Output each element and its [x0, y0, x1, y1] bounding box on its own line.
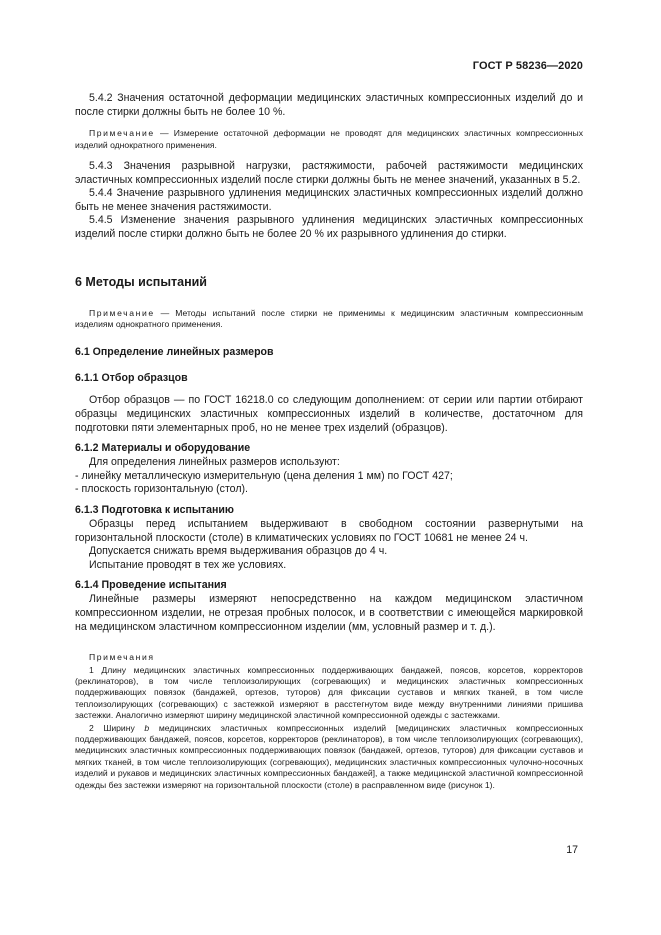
note-section-6 [75, 308, 583, 331]
para-6-1-3b: Допускается снижать время выдерживания образцов до 4 ч. [89, 545, 388, 558]
note-label: Примечание [89, 307, 155, 318]
note-text: — Измерение остаточной деформации не проводят для медицинских эластичных компрессионных изделий однократного применения. [75, 128, 583, 150]
notes-heading [75, 652, 583, 663]
note-5-4-2 [75, 128, 583, 151]
note-2-rest: медицинских эластичных компрессионных изделий [медицинских эластичных компрессионных поддерживающих бандажей, поясов, корсетов, корректоров (реклинаторов), в том числе теплоизолирующих (согревающих), медицинских эластичных компрессионных поддерживающих повязок (бандажей, ортезов, туторов) для фиксации суставов и мягких тканей, в том числе теплоизолирующих (согревающих), медицинских эластичных компрессионных чулочно-носочных изделий и рукавов и медицинских эластичных компрессионных бандажей], а также медицинской эластичной компрессионной одежды без застежки измеряют на горизонтальной плоскости (столе) в расправленном виде (рисунок 1). [75, 722, 583, 790]
para-6-1-1: Отбор образцов — по ГОСТ 16218.0 со следующим дополнением: от серии или партии отбирают образцы медицинских эластичных компрессионных изделий в количестве, достаточном для подготовки пяти элементарных проб, но не менее трех изделий (образцов). [75, 394, 583, 434]
note-text: — Методы испытаний после стирки не применимы к медицинским эластичным компрессионным изделиям однократного применения. [75, 307, 583, 329]
section-title-6: 6 Методы испытаний [75, 274, 207, 289]
para-6-1-4: Линейные размеры измеряют непосредственно на каждом медицинском эластичном компрессионном изделии, не отрезая пробных полосок, и в соответствии с имеющейся маркировкой на медицинском эластичном компрессионном изделии (мм, условный размер и т. д.). [75, 593, 583, 633]
heading-6-1-2: 6.1.2 Материалы и оборудование [75, 442, 251, 455]
note-label: Примечание [89, 128, 155, 139]
document-code: ГОСТ Р 58236—2020 [472, 60, 583, 72]
heading-6-1-4: 6.1.4 Проведение испытания [75, 579, 227, 592]
note-item-2 [75, 723, 583, 791]
note-2-start: 2 Ширину [89, 722, 145, 733]
page-number: 17 [566, 844, 578, 856]
heading-6-1: 6.1 Определение линейных размеров [75, 346, 274, 359]
para-6-1-2: Для определения линейных размеров используют: [89, 456, 340, 469]
para-5-4-3: 5.4.3 Значения разрывной нагрузки, растяжимости, рабочей растяжимости медицинских эластичных компрессионных изделий после стирки должны быть не менее значений, указанных в 5.2. [75, 160, 583, 186]
variable-b: b [144, 722, 150, 733]
para-5-4-4: 5.4.4 Значение разрывного удлинения медицинских эластичных компрессионных изделий должно быть не менее значения растяжимости. [75, 187, 583, 213]
para-6-1-3c: Испытание проводят в тех же условиях. [89, 558, 287, 571]
para-5-4-5: 5.4.5 Изменение значения разрывного удлинения медицинских эластичных компрессионных изделий после стирки должно быть не более 20 % их разрывного удлинения до стирки. [75, 214, 583, 240]
heading-6-1-3: 6.1.3 Подготовка к испытанию [75, 503, 234, 516]
list-item: - линейку металлическую измерительную (цена деления 1 мм) по ГОСТ 427; [75, 469, 453, 482]
para-6-1-3a: Образцы перед испытанием выдерживают в свободном состоянии развернутыми на горизонтальной плоскости (столе) в климатических условиях по ГОСТ 10681 не менее 24 ч. [75, 517, 583, 544]
note-item-1: 1 Длину медицинских эластичных компрессионных поддерживающих бандажей, поясов, корсетов, корректоров (реклинаторов), в том числе теплоизолирующих (согревающих) и медицинских эластичных компрессионных поддерживающих повязок (бандажей, ортезов, туторов) для фиксации суставов и мягких тканей, в том числе теплоизолирующих (согревающих) с застежкой измеряют в расстегнутом виде между внутренними линиями пришива застежки. Аналогично измеряют ширину медицинской эластичной компрессионной одежды с застежками. [75, 664, 583, 721]
heading-6-1-1: 6.1.1 Отбор образцов [75, 372, 188, 385]
page-content [75, 62, 583, 791]
para-5-4-2: 5.4.2 Значения остаточной деформации медицинских эластичных компрессионных изделий до и после стирки должны быть не более 10 %. [75, 92, 583, 118]
list-item: - плоскость горизонтальную (стол). [75, 483, 248, 496]
notes-label: Примечания [89, 652, 155, 663]
